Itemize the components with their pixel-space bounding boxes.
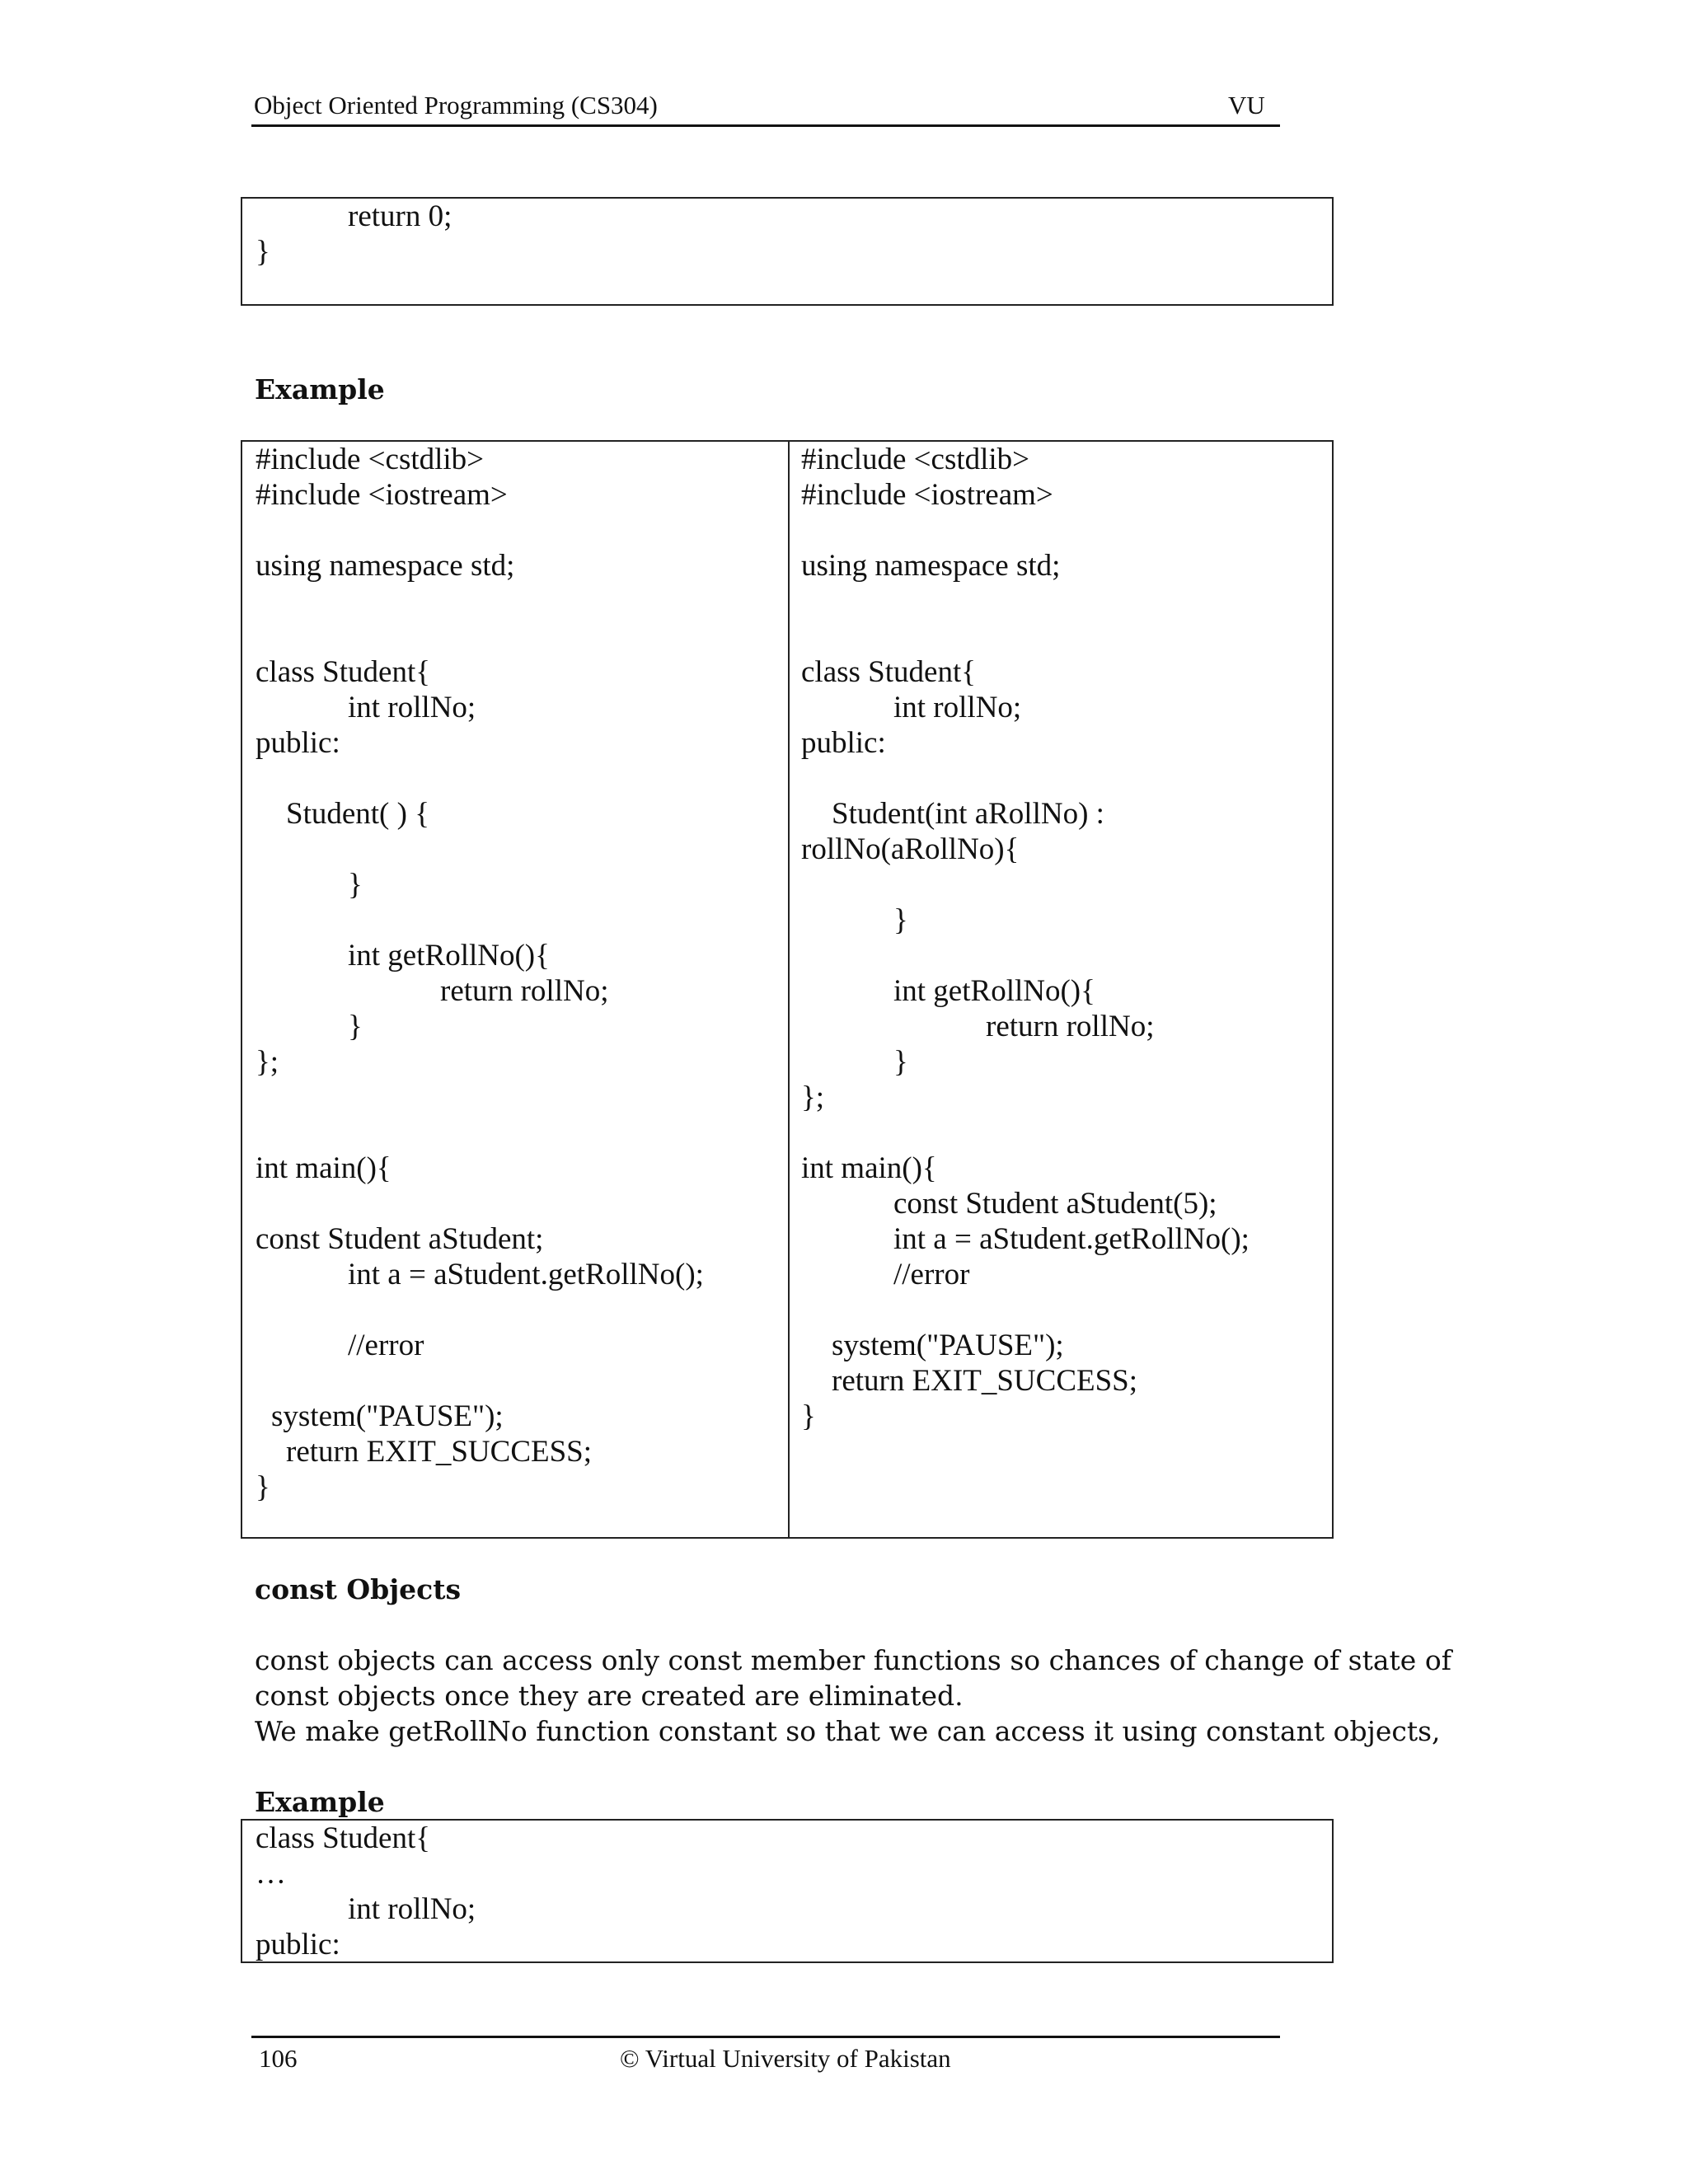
code-line: return EXIT_SUCCESS; (286, 1435, 593, 1469)
code-line: int rollNo; (893, 691, 1022, 724)
example-heading-2: Example (255, 1786, 385, 1818)
left-code-column (242, 442, 788, 1537)
code-line: int main(){ (801, 1151, 937, 1185)
code-line: Student( ) { (286, 797, 429, 831)
code-line: system("PAUSE"); (832, 1329, 1064, 1362)
paragraph-line: const objects can access only const member functions so chances of change of state of (255, 1644, 1451, 1676)
code-line: … (256, 1857, 286, 1891)
code-line: class Student{ (256, 655, 430, 689)
code-line: int a = aStudent.getRollNo(); (348, 1258, 704, 1291)
code-line: #include <iostream> (801, 478, 1053, 512)
code-line: using namespace std; (256, 549, 515, 583)
top-code-box (241, 197, 1334, 306)
const-objects-heading: const Objects (255, 1573, 462, 1605)
code-comparison-box (241, 440, 1334, 1539)
code-line: #include <cstdlib> (801, 443, 1030, 476)
code-line: //error (348, 1329, 424, 1362)
code-line: class Student{ (256, 1821, 430, 1855)
code-line: Student(int aRollNo) : (832, 797, 1104, 831)
code-line: } (256, 1470, 270, 1504)
copyright-notice: © Virtual University of Pakistan (620, 2044, 951, 2073)
code-line: int rollNo; (348, 1892, 476, 1926)
code-line: } (893, 1045, 908, 1079)
code-line: int a = aStudent.getRollNo(); (893, 1222, 1250, 1256)
institution-label: VU (1228, 91, 1265, 120)
right-code-column (790, 442, 1335, 1537)
page-number: 106 (259, 2044, 298, 2073)
code-line: } (256, 235, 270, 269)
code-line: system("PAUSE"); (271, 1399, 504, 1433)
code-line: }; (256, 1045, 279, 1079)
example-heading: Example (255, 373, 385, 405)
code-line: class Student{ (801, 655, 976, 689)
code-line: int rollNo; (348, 691, 476, 724)
code-line: int getRollNo(){ (348, 939, 550, 972)
code-line: return EXIT_SUCCESS; (832, 1364, 1138, 1398)
paragraph-line: const objects once they are created are eliminated. (255, 1680, 964, 1712)
code-line: return 0; (348, 199, 452, 233)
code-line: public: (256, 726, 340, 760)
code-line: const Student aStudent(5); (893, 1187, 1217, 1221)
code-line: } (348, 868, 363, 902)
code-line: } (348, 1010, 363, 1043)
code-line: } (801, 1399, 816, 1433)
code-line: #include <cstdlib> (256, 443, 485, 476)
code-line: #include <iostream> (256, 478, 508, 512)
code-line: const Student aStudent; (256, 1222, 544, 1256)
code-line: }; (801, 1080, 825, 1114)
code-line: rollNo(aRollNo){ (801, 832, 1020, 866)
header-rule (251, 124, 1280, 127)
code-line: int main(){ (256, 1151, 392, 1185)
code-line: return rollNo; (986, 1010, 1155, 1043)
course-title: Object Oriented Programming (CS304) (254, 91, 658, 120)
code-line: using namespace std; (801, 549, 1061, 583)
code-line: int getRollNo(){ (893, 974, 1095, 1008)
class-code-box (241, 1819, 1334, 1963)
paragraph-line: We make getRollNo function constant so that we can access it using constant objects, (255, 1715, 1441, 1747)
footer-rule (251, 2036, 1280, 2038)
code-line: public: (256, 1928, 340, 1961)
code-line: return rollNo; (440, 974, 609, 1008)
code-line: //error (893, 1258, 970, 1291)
code-line: } (893, 903, 908, 937)
code-line: public: (801, 726, 886, 760)
